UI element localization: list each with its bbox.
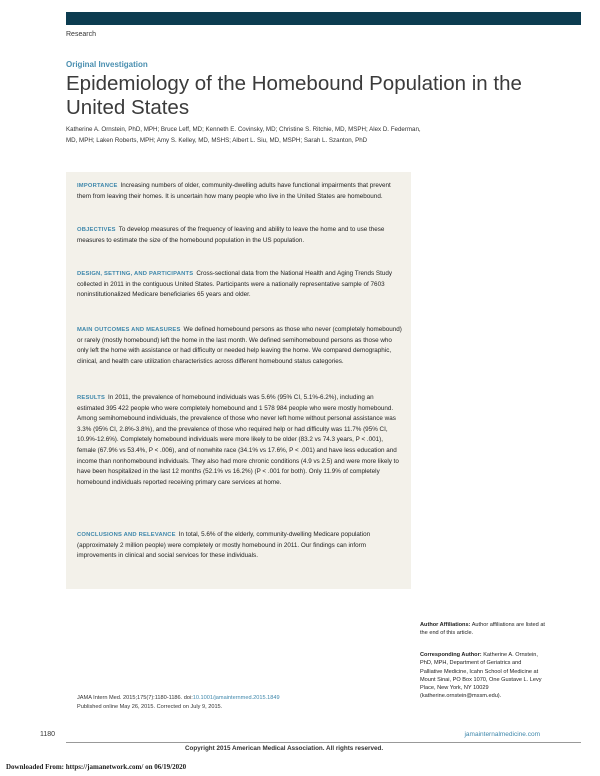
page-number: 1180: [40, 731, 56, 738]
objectives-text: To develop measures of the frequency of leaving and ability to leave the home and to use these measures to estimate the size of the homebound population in the US population.: [77, 226, 385, 244]
conclusions-text: In total, 5.6% of the elderly, community-dwelling Medicare population (approximately 2 million people) were completely or mostly homebound in 2011. Our findings can inform improvements in clinical and social services for these individuals.: [77, 531, 371, 560]
outcomes-heading: MAIN OUTCOMES AND MEASURES: [77, 327, 181, 333]
objectives-heading: OBJECTIVES: [77, 227, 116, 233]
article-category: Original Investigation: [66, 60, 148, 69]
section-label: Research: [66, 31, 96, 38]
header-bar: [66, 12, 581, 25]
importance-text: Increasing numbers of older, community-dwelling adults have functional impairments that prevent them from leaving their homes. It is uncertain how many people who live in the United States are homebound.: [77, 182, 391, 200]
abstract-conclusions: [77, 530, 402, 562]
journal-ref: JAMA Intern Med. 2015;175(7):1180-1186. doi:: [77, 695, 193, 701]
outcomes-text: We defined homebound persons as those who never (completely homebound) or rarely (mostly homebound) left the home in the last month. We defined semihomebound persons as those who only left the home with assistance or had difficulty or needed help leaving the home. We compared demographic, clinical, and health care utilization characteristics across different homebound status categories.: [77, 326, 402, 365]
importance-heading: IMPORTANCE: [77, 183, 118, 189]
copyright: Copyright 2015 American Medical Association. All rights reserved.: [185, 745, 384, 752]
corresponding-label: Corresponding Author:: [420, 652, 482, 658]
results-text: In 2011, the prevalence of homebound individuals was 5.6% (95% CI, 5.1%-6.2%), including an estimated 395 422 people who were completely homebound and 1 578 984 people who were mostly homebound. Among semihomebound individuals, the prevalence of those who never left home without personal assistance was 3.3% (95% CI, 2.8%-3.8%), and the prevalence of those who required help or had difficulty was 11.7% (95% CI, 10.9%-12.6%). Completely homebound individuals were more likely to be older (83.2 vs 74.3 years, P < .001), female (67.9% vs 53.4%, P < .006), and of nonwhite race (34.1% vs 17.6%, P < .001) and have less education and income than nonhomebound individuals. They also had more chronic conditions (4.9 vs 2.5) and were more likely to have been hospitalized in the last 12 months (52.1% vs 16.2%) (P < .001 for both). Only 11.9% of completely homebound individuals reported receiving primary care services at home.: [77, 394, 399, 486]
affiliations-text: Author affiliations are listed at the end of this article.: [420, 622, 545, 637]
author-affiliations: [420, 621, 545, 638]
corresponding-author: [420, 651, 545, 701]
corresponding-text: Katherine A. Ornstein, PhD, MPH, Department of Geriatrics and Palliative Medicine, Icahn School of Medicine at Mount Sinai, PO Box 1070, One Gustave L. Levy Place, New York, NY 10029: [420, 652, 542, 692]
design-heading: DESIGN, SETTING, AND PARTICIPANTS: [77, 271, 194, 277]
corresponding-email[interactable]: (katherine.ornstein@mssm.edu).: [420, 693, 502, 700]
affiliations-label: Author Affiliations:: [420, 622, 471, 628]
abstract-outcomes: [77, 325, 402, 367]
citation: [77, 694, 397, 711]
publication-note: Published online May 26, 2015. Corrected on July 9, 2015.: [77, 703, 223, 710]
design-text: Cross-sectional data from the National Health and Aging Trends Study collected in 2011 in the contiguous United States. Participants were a nationally representative sample of 7603 noninstitutionalized Medicare beneficiaries 65 years and older.: [77, 270, 392, 299]
abstract-importance: [77, 181, 402, 202]
download-stamp: Downloaded From: https://jamanetwork.com/ on 06/19/2020: [6, 763, 187, 771]
conclusions-heading: CONCLUSIONS AND RELEVANCE: [77, 532, 176, 538]
article-title: Epidemiology of the Homebound Population in the United States: [66, 72, 522, 119]
results-heading: RESULTS: [77, 395, 106, 401]
abstract-objectives: [77, 225, 402, 246]
footer-divider: [66, 742, 581, 743]
doi-link[interactable]: 10.1001/jamainternmed.2015.1849: [192, 695, 280, 701]
site-link[interactable]: jamainternalmedicine.com: [464, 731, 540, 738]
author-list: Katherine A. Ornstein, PhD, MPH; Bruce Leff, MD; Kenneth E. Covinsky, MD; Christine S. Ritchie, MD, MSPH; Alex D. Federman, MD, MPH; Laken Roberts, MPH; Amy S. Kelley, MD, MSHS; Albert L. Siu, MD, MSPH; Sarah L. Szanton, PhD: [66, 126, 421, 144]
abstract-results: [77, 393, 402, 488]
abstract-design: [77, 269, 402, 301]
